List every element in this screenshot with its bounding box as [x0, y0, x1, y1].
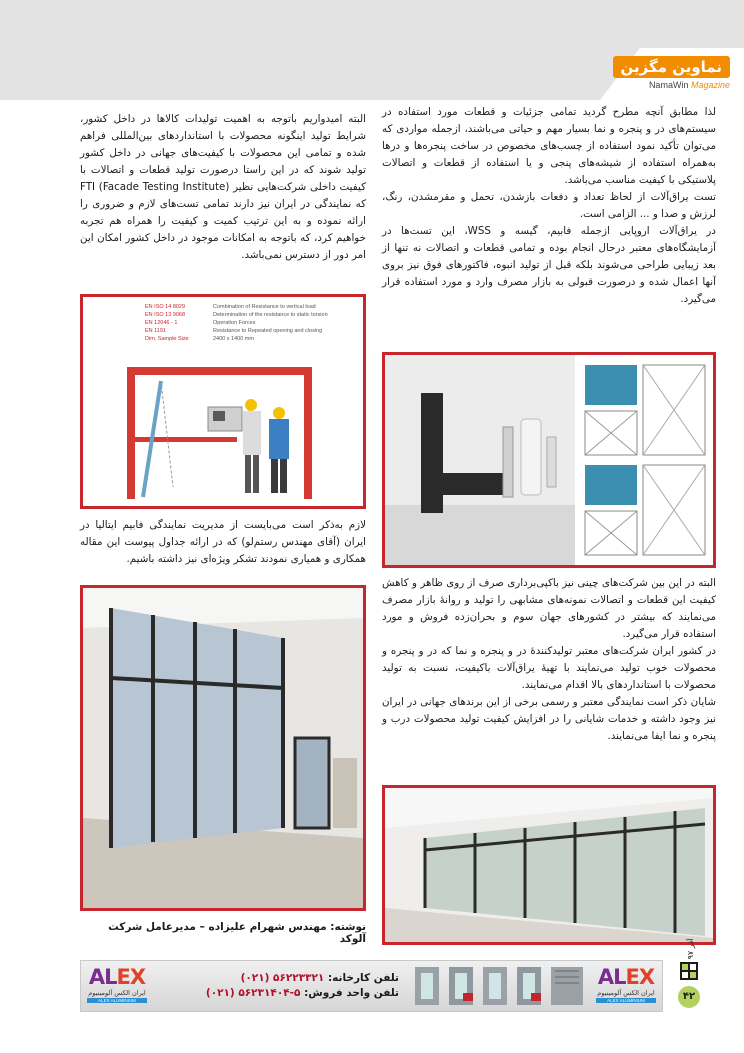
- hardware-photo: [382, 352, 716, 568]
- test-legend: EN ISO 14 8029 Combination of Resistance to vertical load EN ISO 13 9068 Determination of the resistance to static torsion EN 12046 - 1 Operation Forces EN 1191 Resistance to Repeated opening and closing Dim. Sample Size 2400 x 1400 mm: [145, 304, 328, 342]
- interior-illustration: [83, 588, 363, 908]
- paragraph: در یراق‌آلات اروپایی ازجمله فابیم، گیسه و WSS، این تست‌ها در آزمایشگاه‌های معتبر درحال انجام بوده و تمامی قطعات و اتصالات نه تنها از بعد زیبایی طراحی می‌شوند بلکه قبل از تولید انبوه، فاکتورهای فوق نیز بروی آنها اعمال شده و درصورت قبولی به بازار مصرف وارد و مورد استفاده قرار می‌گیرد.: [382, 225, 716, 305]
- article-left-top: [80, 111, 366, 264]
- paragraph: البته در این بین شرکت‌های چینی نیز باکپی‌برداری صرف از روی ظاهر و کاهش کیفیت این قطعات و اتصالات نمونه‌های مشابهی را تولید و روانهٔ بازار مصرف می‌نمایند که بیشتر در کشورهای جهان سوم و بحران‌زده فروش و مورد استفاده قرار می‌گیرد.: [382, 577, 716, 640]
- interior-windows-photo: [80, 585, 366, 911]
- window-row-photo: [382, 785, 716, 945]
- aluminium-profiles-illustration: [411, 963, 591, 1009]
- svg-text:آذر ۹۷: آذر ۹۷: [686, 938, 695, 960]
- alex-logo-right: ALEX ایران الکس آلومینیوم ALEX ALUMINIUM: [597, 965, 655, 1003]
- window-row-illustration: [385, 788, 713, 942]
- alex-advertisement: [80, 960, 663, 1012]
- paragraph: لذا مطابق آنچه مطرح گردید تمامی جزئیات و قطعات مورد استفاده در سیستم‌های در و پنجره و نما بسیار مهم و حیاتی می‌باشند، ازجمله مواردی که می‌توان تأکید نمود استفاده از چسب‌های مخصوص در ساخت پنجره‌ها و درها به‌همراه استفاده از شیشه‌های پنجی و یا استفاده از قطعات و اتصالات پلاستیکی با کیفیت مناسب می‌باشد.: [382, 106, 716, 186]
- paragraph: لازم به‌ذکر است می‌بایست از مدیریت نمایندگی فابیم ایتالیا در ایران (آقای مهندس رستم‌لو) که در ارائه جداول پیوست این مقاله همکاری و همیاری نمودند تشکر ویژه‌ای نیز داشته باشیم.: [80, 519, 366, 565]
- paragraph: شایان ذکر است نمایندگی معتبر و رسمی برخی از این برندهای جهانی در ایران نیز وجود داشته و خدمات شایانی را در افزایش کیفیت تولید محصولات درب و پنجره و نما ایفا می‌نمایند.: [382, 696, 716, 742]
- testing-figure: [80, 294, 366, 509]
- article-right-mid: [382, 575, 716, 745]
- alex-logo-left: ALEX ایران الکس آلومینیوم ALEX ALUMINIUM: [88, 965, 146, 1003]
- hardware-illustration: [385, 355, 713, 565]
- author-credit: نوشته: مهندس شهرام علیزاده – مدیرعامل شرکت آلوکد: [108, 921, 366, 945]
- paragraph: تست یراق‌آلات از لحاظ تعداد و دفعات بازشدن، تحمل و مقرمشدن، رنگ، لرزش و صدا و ... الزامی است.: [382, 191, 716, 220]
- article-left-mid: [80, 517, 366, 568]
- contact-phones: تلفن کارخانه: (۰۲۱) ۵۶۲۲۳۳۲۱ تلفن واحد فروش: (۰۲۱) ۵۶۲۳۱۴۰۴-۵: [205, 972, 399, 999]
- paragraph: البته امیدواریم باتوجه به اهمیت تولیدات کالاها در داخل کشور، شرایط تولید اینگونه محصولات با استانداردهای بین‌المللی فراهم شده و تمامی این محصولات با کیفیت‌های جهانی در داخل کشور تولید شوند که در این راستا درصورت تولید قطعات و اتصالات با کیفیت داخلی شرکت‌هایی نظیر FTI (Facade Testing Institute) که نمایندگی در ایران نیز دارند تمامی تست‌های لازم و ضروری را ارائه نموده و به این ترتیب کمیت و کیفیت را همراه هم تجربه خواهیم کرد، که باتوجه به امکانات موجود در داخل کشور امکان این امر دور از دسترس نمی‌باشد.: [80, 113, 366, 261]
- magazine-logo-subtitle: NamaWin Magazine: [648, 80, 730, 90]
- magazine-logo: نماوین مگزین: [613, 56, 730, 78]
- article-right-top: [382, 104, 716, 308]
- page-number: ۴۲: [678, 986, 700, 1008]
- paragraph: در کشور ایران شرکت‌های معتبر تولیدکنندهٔ در و پنجره و نما که در و پنجره و محصولات خوب تولید می‌نمایند با تهیهٔ یراق‌آلات باکیفیت، نسبت به تولید محصولات با استانداردهای بالا اقدام می‌نمایند.: [382, 645, 716, 691]
- masthead: [613, 56, 730, 90]
- grid-icon: [680, 962, 698, 980]
